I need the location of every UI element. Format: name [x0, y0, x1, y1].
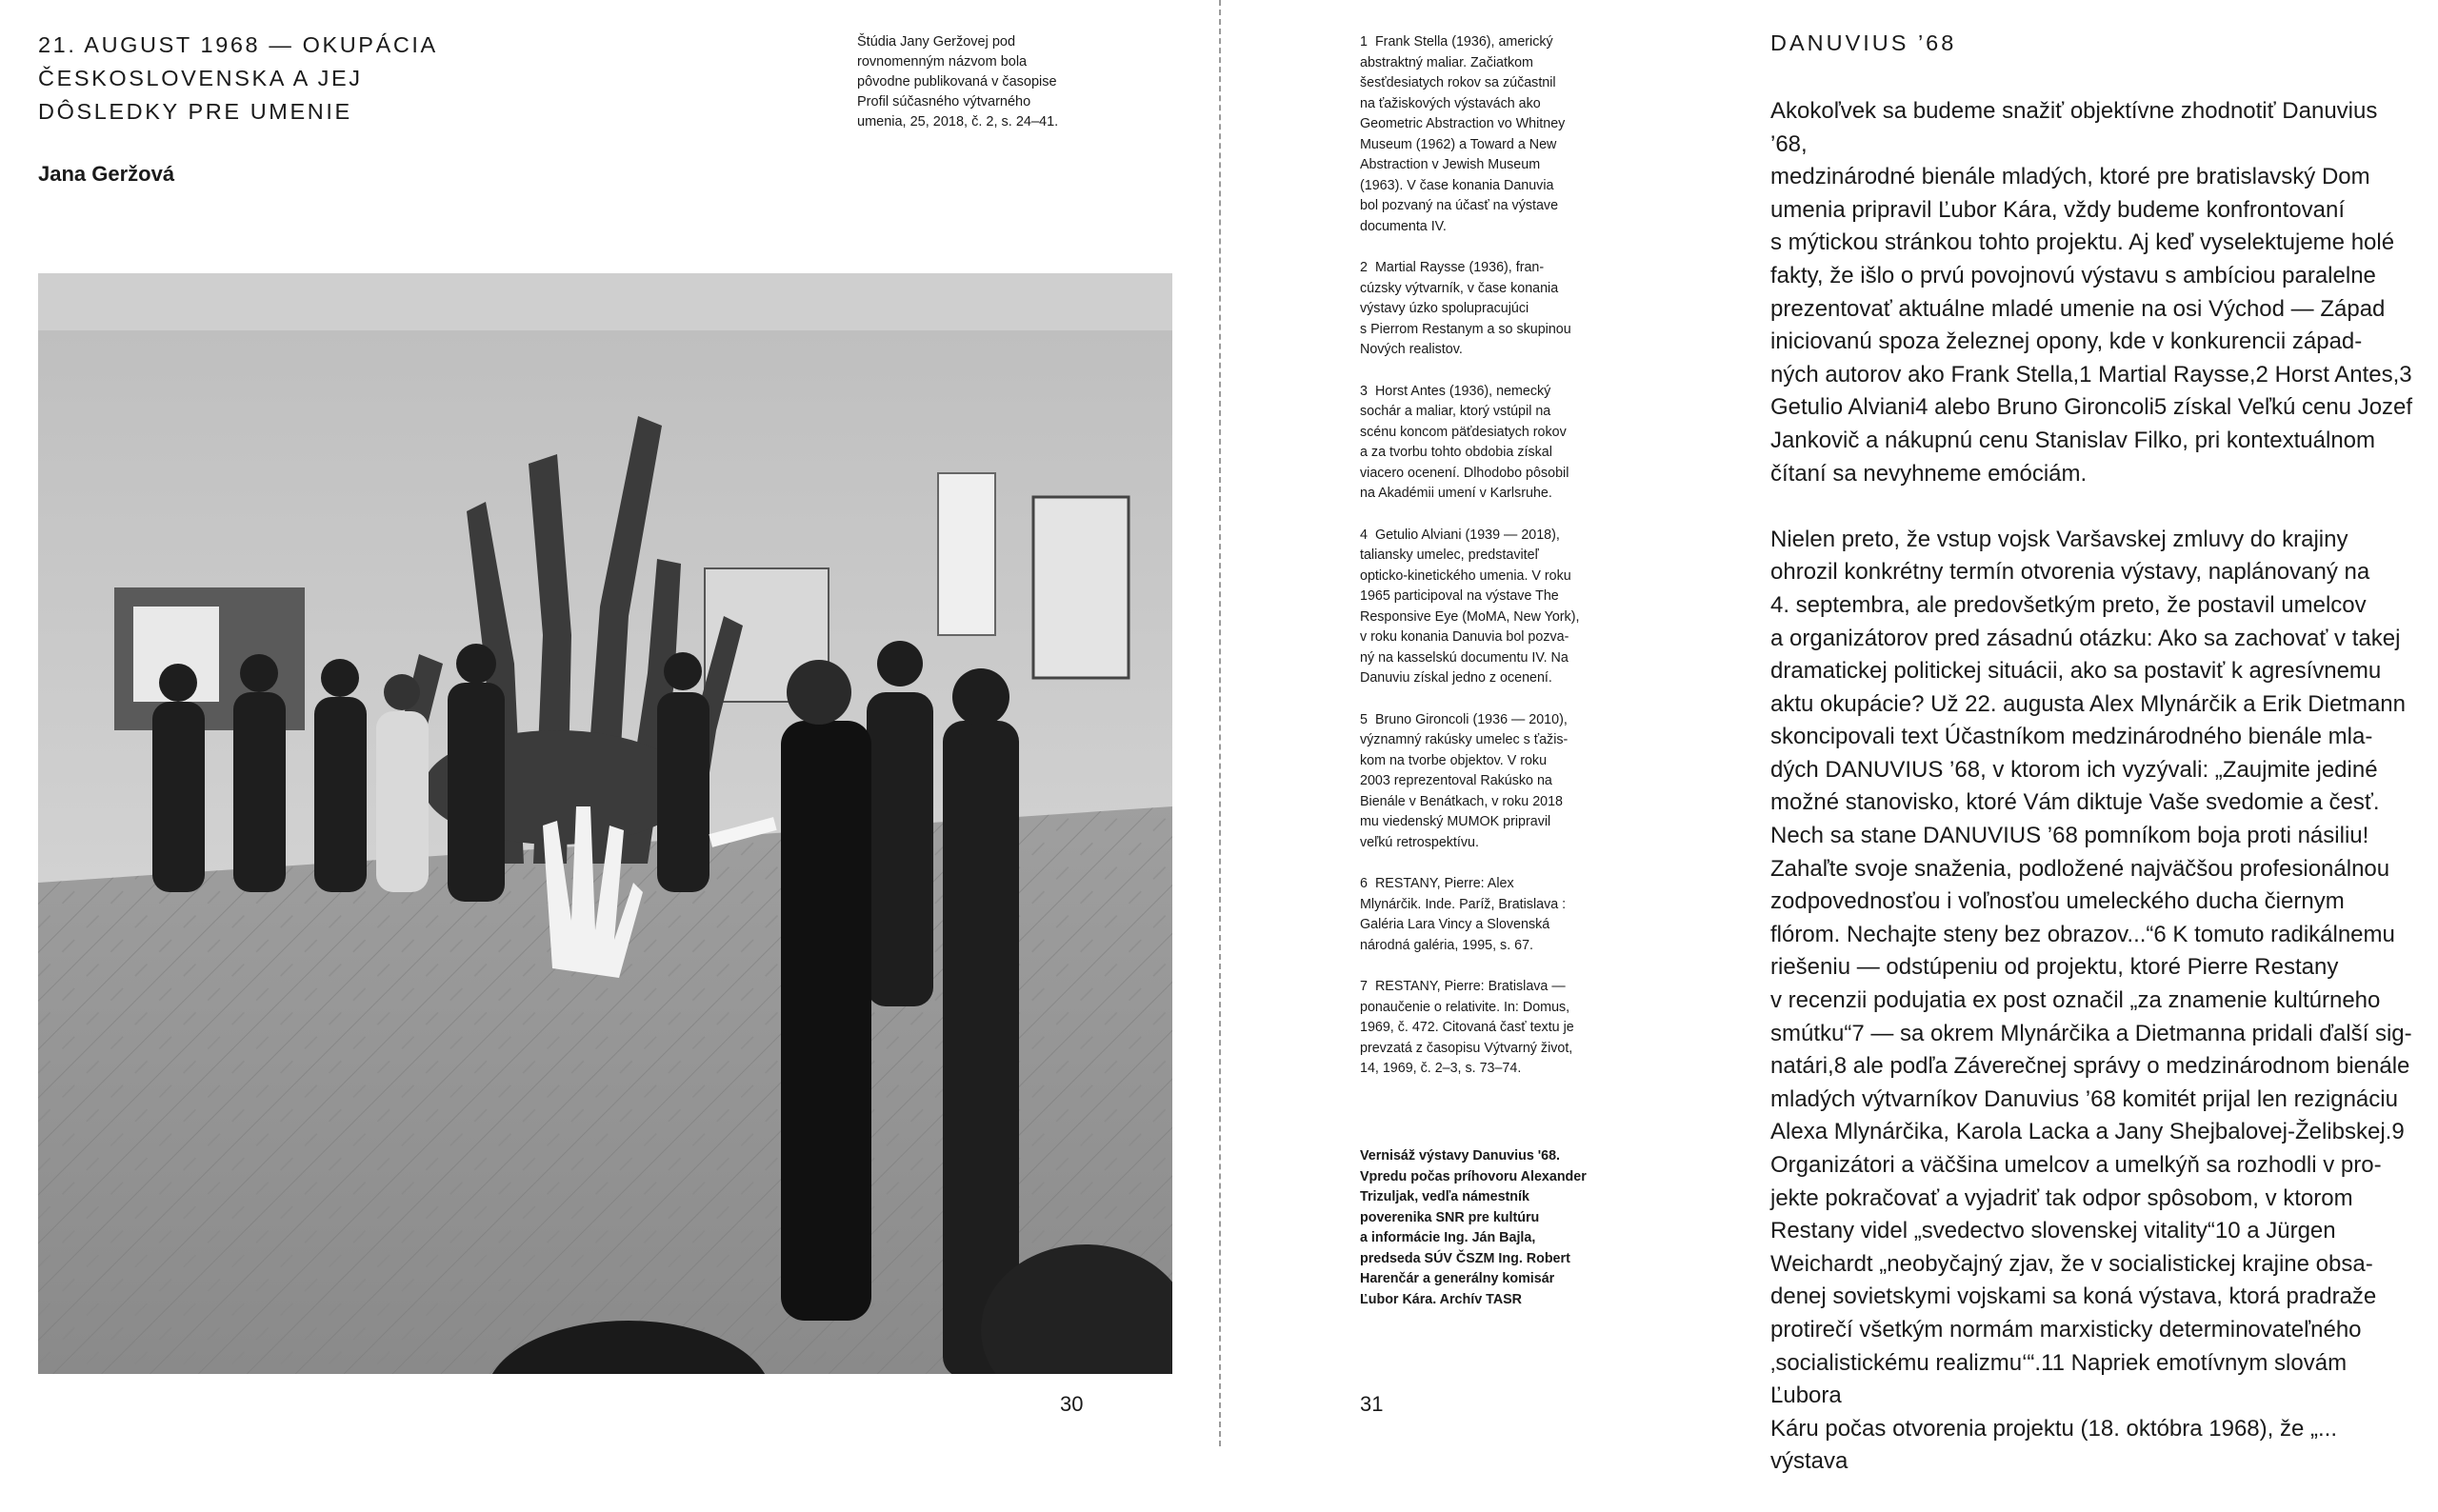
author-name: Jana Geržová: [38, 162, 175, 186]
photo-caption: Vernisáž výstavy Danuvius '68. Vpredu počas príhovoru Alexander Trizuljak, vedľa námestník poverenika SNR pre kultúru a informácie Ing. Ján Bajla, predseda SÚV ČSZM Ing. Robert Harenčár a generálny komisár Ľubor Kára. Archív TASR: [1360, 1148, 1587, 1307]
body-paragraph: Akokoľvek sa budeme snažiť objektívne zhodnotiť Danuvius ’68, medzinárodné bienále mladých, ktoré pre bratislavský Dom umenia pripravil Ľubor Kára, vždy budeme konfrontovaní s mýtickou stránkou tohto projektu. Aj keď vyselektujeme holé fakty, že išlo o prvú povojnovú výstavu s ambíciou paralelne prezentovať aktuálne mladé umenie na osi Východ — Západ iniciovanú spoza železnej opony, kde v konkurencii západ- ných autorov ako Frank Stella,1 Martial Raysse,2 Horst Antes,3 Getulio Alviani4 alebo Bruno Gironcoli5 získal Veľkú cenu Jozef Jankovič a nákupnú cenu Stanislav Filko, pri kontextuálnom čítaní sa nevyhneme emóciám.: [1770, 98, 2413, 487]
publication-note: Štúdia Jany Geržovej pod rovnomenným názvom bola pôvodne publikovaná v časopise Profil súčasného výtvarného umenia, 25, 2018, č. 2, s. 24–41.: [857, 34, 1059, 129]
section-title: DANUVIUS ’68: [1770, 30, 1957, 55]
exhibition-photo: [38, 273, 1172, 1374]
footnote: 6 RESTANY, Pierre: Alex Mlynárčik. Inde. Paríž, Bratislava : Galéria Lara Vincy a Slovenská národná galéria, 1995, s. 67.: [1360, 876, 1567, 953]
footnote: 2 Martial Raysse (1936), fran- cúzsky výtvarník, v čase konania výstavy úzko spolupracujúci s Pierrom Restanym a so skupinou Nových realistov.: [1360, 260, 1571, 357]
body-text: [1770, 95, 2418, 1512]
footnote: 1 Frank Stella (1936), americký abstraktný maliar. Začiatkom šesťdesiatych rokov sa zúčastnil na ťažiskových výstavách ako Geometric Abstraction vo Whitney Museum (1962) a Toward a New Abstraction v Jewish Museum (1963). V čase konania Danuvia bol pozvaný na účasť na výstave documenta IV.: [1360, 34, 1566, 234]
exhibition-photo-icon: [38, 273, 1172, 1374]
footnotes: [1360, 32, 1589, 1101]
right-page: [1221, 0, 2438, 1475]
page-number: 30: [1060, 1392, 1084, 1416]
chapter-title-line: DÔSLEDKY PRE UMENIE: [38, 99, 352, 124]
left-page: [0, 0, 1219, 1446]
chapter-title-line: 21. AUGUST 1968 — OKUPÁCIA: [38, 32, 438, 57]
footnote: 3 Horst Antes (1936), nemecký sochár a maliar, ktorý vstúpil na scénu koncom päťdesiatych rokov a za tvorbu tohto obdobia získal viacero ocenení. Dlhodobo pôsobil na Akadémii umení v Karlsruhe.: [1360, 383, 1569, 501]
page-number: 31: [1360, 1392, 1384, 1416]
chapter-title-line: ČESKOSLOVENSKA A JEJ: [38, 66, 363, 90]
body-paragraph: Nielen preto, že vstup vojsk Varšavskej zmluvy do krajiny ohrozil konkrétny termín otvorenia výstavy, naplánovaný na 4. septembra, ale predovšetkým preto, že postavil umelcov a organizátorov pred zásadnú otázku: Ako sa zachovať v takej dramatickej politickej situácii, ako sa postaviť k agresívnemu aktu okupácie? Už 22. augusta Alex Mlynárčik a Erik Dietmann skoncipovali text Účastníkom medzinárodného bienále mla- dých DANUVIUS ’68, v ktorom ich vyzývali: „Zaujmite jediné možné stanovisko, ktoré Vám diktuje Vaše svedomie a česť. Nech sa stane DANUVIUS ’68 pomníkom boja proti násiliu! Zahaľte svoje snaženia, podložené najväčšou profesionálnou zodpovednosťou i voľnosťou umeleckého ducha čiernym flórom. Nechajte steny bez obrazov...“6 K tomuto radikálnemu riešeniu — odstúpeniu od projektu, ktoré Pierre Restany v recenzii podujatia ex post označil „za znamenie kultúrneho smútku“7 — sa okrem Mlynárčika a Dietmanna pridali ďalší sig- natári,8 ale podľa Záverečnej správy o medzinárodnom bienále mladých výtvarníkov Danuvius ’68 komitét prijal len rezignáciu Alexa Mlynárčika, Karola Lacka a Jany Shejbalovej-Želibskej.9 Organizátori a väčšina umelcov a umelkýň sa rozhodli v pro- jekte pokračovať a vyjadriť tak odpor spôsobom, v ktorom Restany videl „svedectvo slovenskej vitality“10 a Jürgen Weichardt „neobyčajný zjav, že v socialistickej krajine obsa- denej sovietskymi vojskami sa koná výstava, ktorá pradraže protirečí všetkým normám marxisticky determinovateľného ‚socialistickému realizmu‘“.11 Napriek emotívnym slovám Ľubora Káru počas otvorenia projektu (18. októbra 1968), že „... výstava: [1770, 526, 2412, 1475]
footnote: 4 Getulio Alviani (1939 — 2018), taliansky umelec, predstaviteľ opticko-kinetického umenia. V roku 1965 participoval na výstave The Responsive Eye (MoMA, New York), v roku konania Danuvia bol pozva- ný na kasselskú documentu IV. Na Danuviu získal jedno z ocenení.: [1360, 527, 1580, 686]
footnote: 5 Bruno Gironcoli (1936 — 2010), významný rakúsky umelec s ťažis- kom na tvorbe objektov. V roku 2003 reprezentoval Rakúsko na Bienále v Benátkach, v roku 2018 mu viedenský MUMOK pripravil veľkú retrospektívu.: [1360, 711, 1569, 850]
footnote: 7 RESTANY, Pierre: Bratislava — ponaučenie o relativite. In: Domus, 1969, č. 472. Citovaná časť textu je prevzatá z časopisu Výtvarný život, 14, 1969, č. 2–3, s. 73–74.: [1360, 979, 1574, 1076]
chapter-title: [38, 29, 610, 129]
